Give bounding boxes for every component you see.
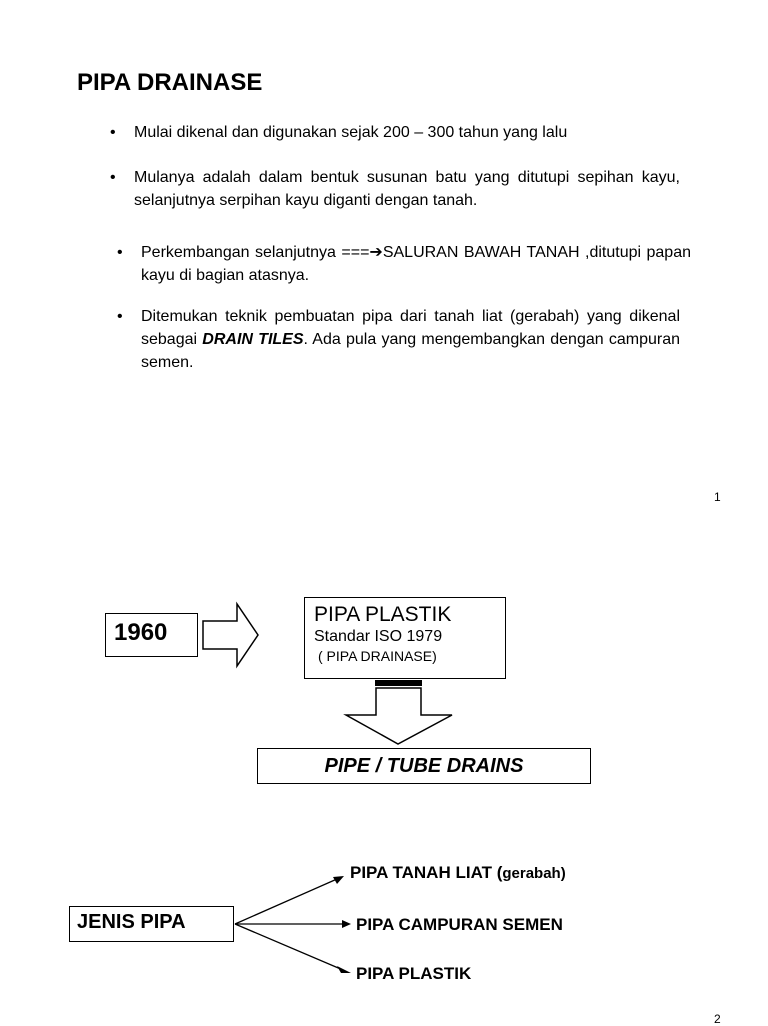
pipa-plastik-title: PIPA PLASTIK bbox=[314, 603, 452, 626]
pipe-type-plastic: PIPA PLASTIK bbox=[356, 964, 472, 983]
bullet-text: Mulai dikenal dan digunakan sejak 200 – 300 tahun yang lalu bbox=[134, 124, 568, 141]
bullet-text-start: Ditemukan teknik pembuatan pipa dari tanah liat (gerabah) yang dikenal sebagai bbox=[141, 308, 680, 348]
year-box: 1960 bbox=[105, 613, 198, 657]
bullet-text-start: Perkembangan selanjutnya === bbox=[141, 244, 370, 261]
pipe-type-clay-main: PIPA TANAH LIAT ( bbox=[350, 863, 503, 882]
bullet-text-end: . Ada pula yang mengembangkan dengan campuran semen. bbox=[141, 331, 681, 371]
pipe-tube-drains-box: PIPE / TUBE DRAINS bbox=[257, 748, 591, 784]
down-block-arrow-icon bbox=[346, 688, 452, 744]
drain-tiles-emphasis: DRAIN TILES bbox=[202, 331, 304, 348]
bullet-dot: • bbox=[110, 124, 116, 141]
pipa-drainase-note: ( PIPA DRAINASE) bbox=[318, 648, 437, 664]
branch-arrow-bottom bbox=[235, 924, 343, 970]
right-arrow-icon: ➔ bbox=[369, 244, 383, 261]
jenis-pipa-box: JENIS PIPA bbox=[69, 906, 234, 942]
bullet-dot: • bbox=[110, 169, 116, 186]
pipa-plastik-box bbox=[304, 597, 506, 679]
pipe-type-clay bbox=[350, 863, 566, 883]
bullet-dot: • bbox=[117, 244, 123, 261]
branch-arrows bbox=[235, 879, 343, 970]
page-title: PIPA DRAINASE bbox=[77, 69, 263, 96]
branch-arrow-top bbox=[235, 879, 337, 924]
pipe-type-cement: PIPA CAMPURAN SEMEN bbox=[356, 915, 563, 934]
bullet-text-end: SALURAN BAWAH TANAH ,ditutupi papan kayu di bagian atasnya. bbox=[141, 244, 692, 284]
page-number-2: 2 bbox=[714, 1012, 721, 1026]
bullet-text: Mulanya adalah dalam bentuk susunan batu yang ditutupi sepihan kayu, selanjutnya serpihan kayu diganti dengan tanah. bbox=[134, 169, 680, 209]
page-number: 1 bbox=[714, 490, 721, 504]
right-block-arrow-icon bbox=[203, 604, 258, 666]
arrowhead-middle bbox=[342, 920, 351, 928]
connector-bar bbox=[375, 680, 422, 686]
iso-standard: Standar ISO 1979 bbox=[314, 628, 443, 645]
arrowhead-bottom bbox=[337, 966, 351, 973]
bullet-dot: • bbox=[117, 308, 123, 325]
pipe-type-clay-note: gerabah) bbox=[502, 865, 566, 882]
